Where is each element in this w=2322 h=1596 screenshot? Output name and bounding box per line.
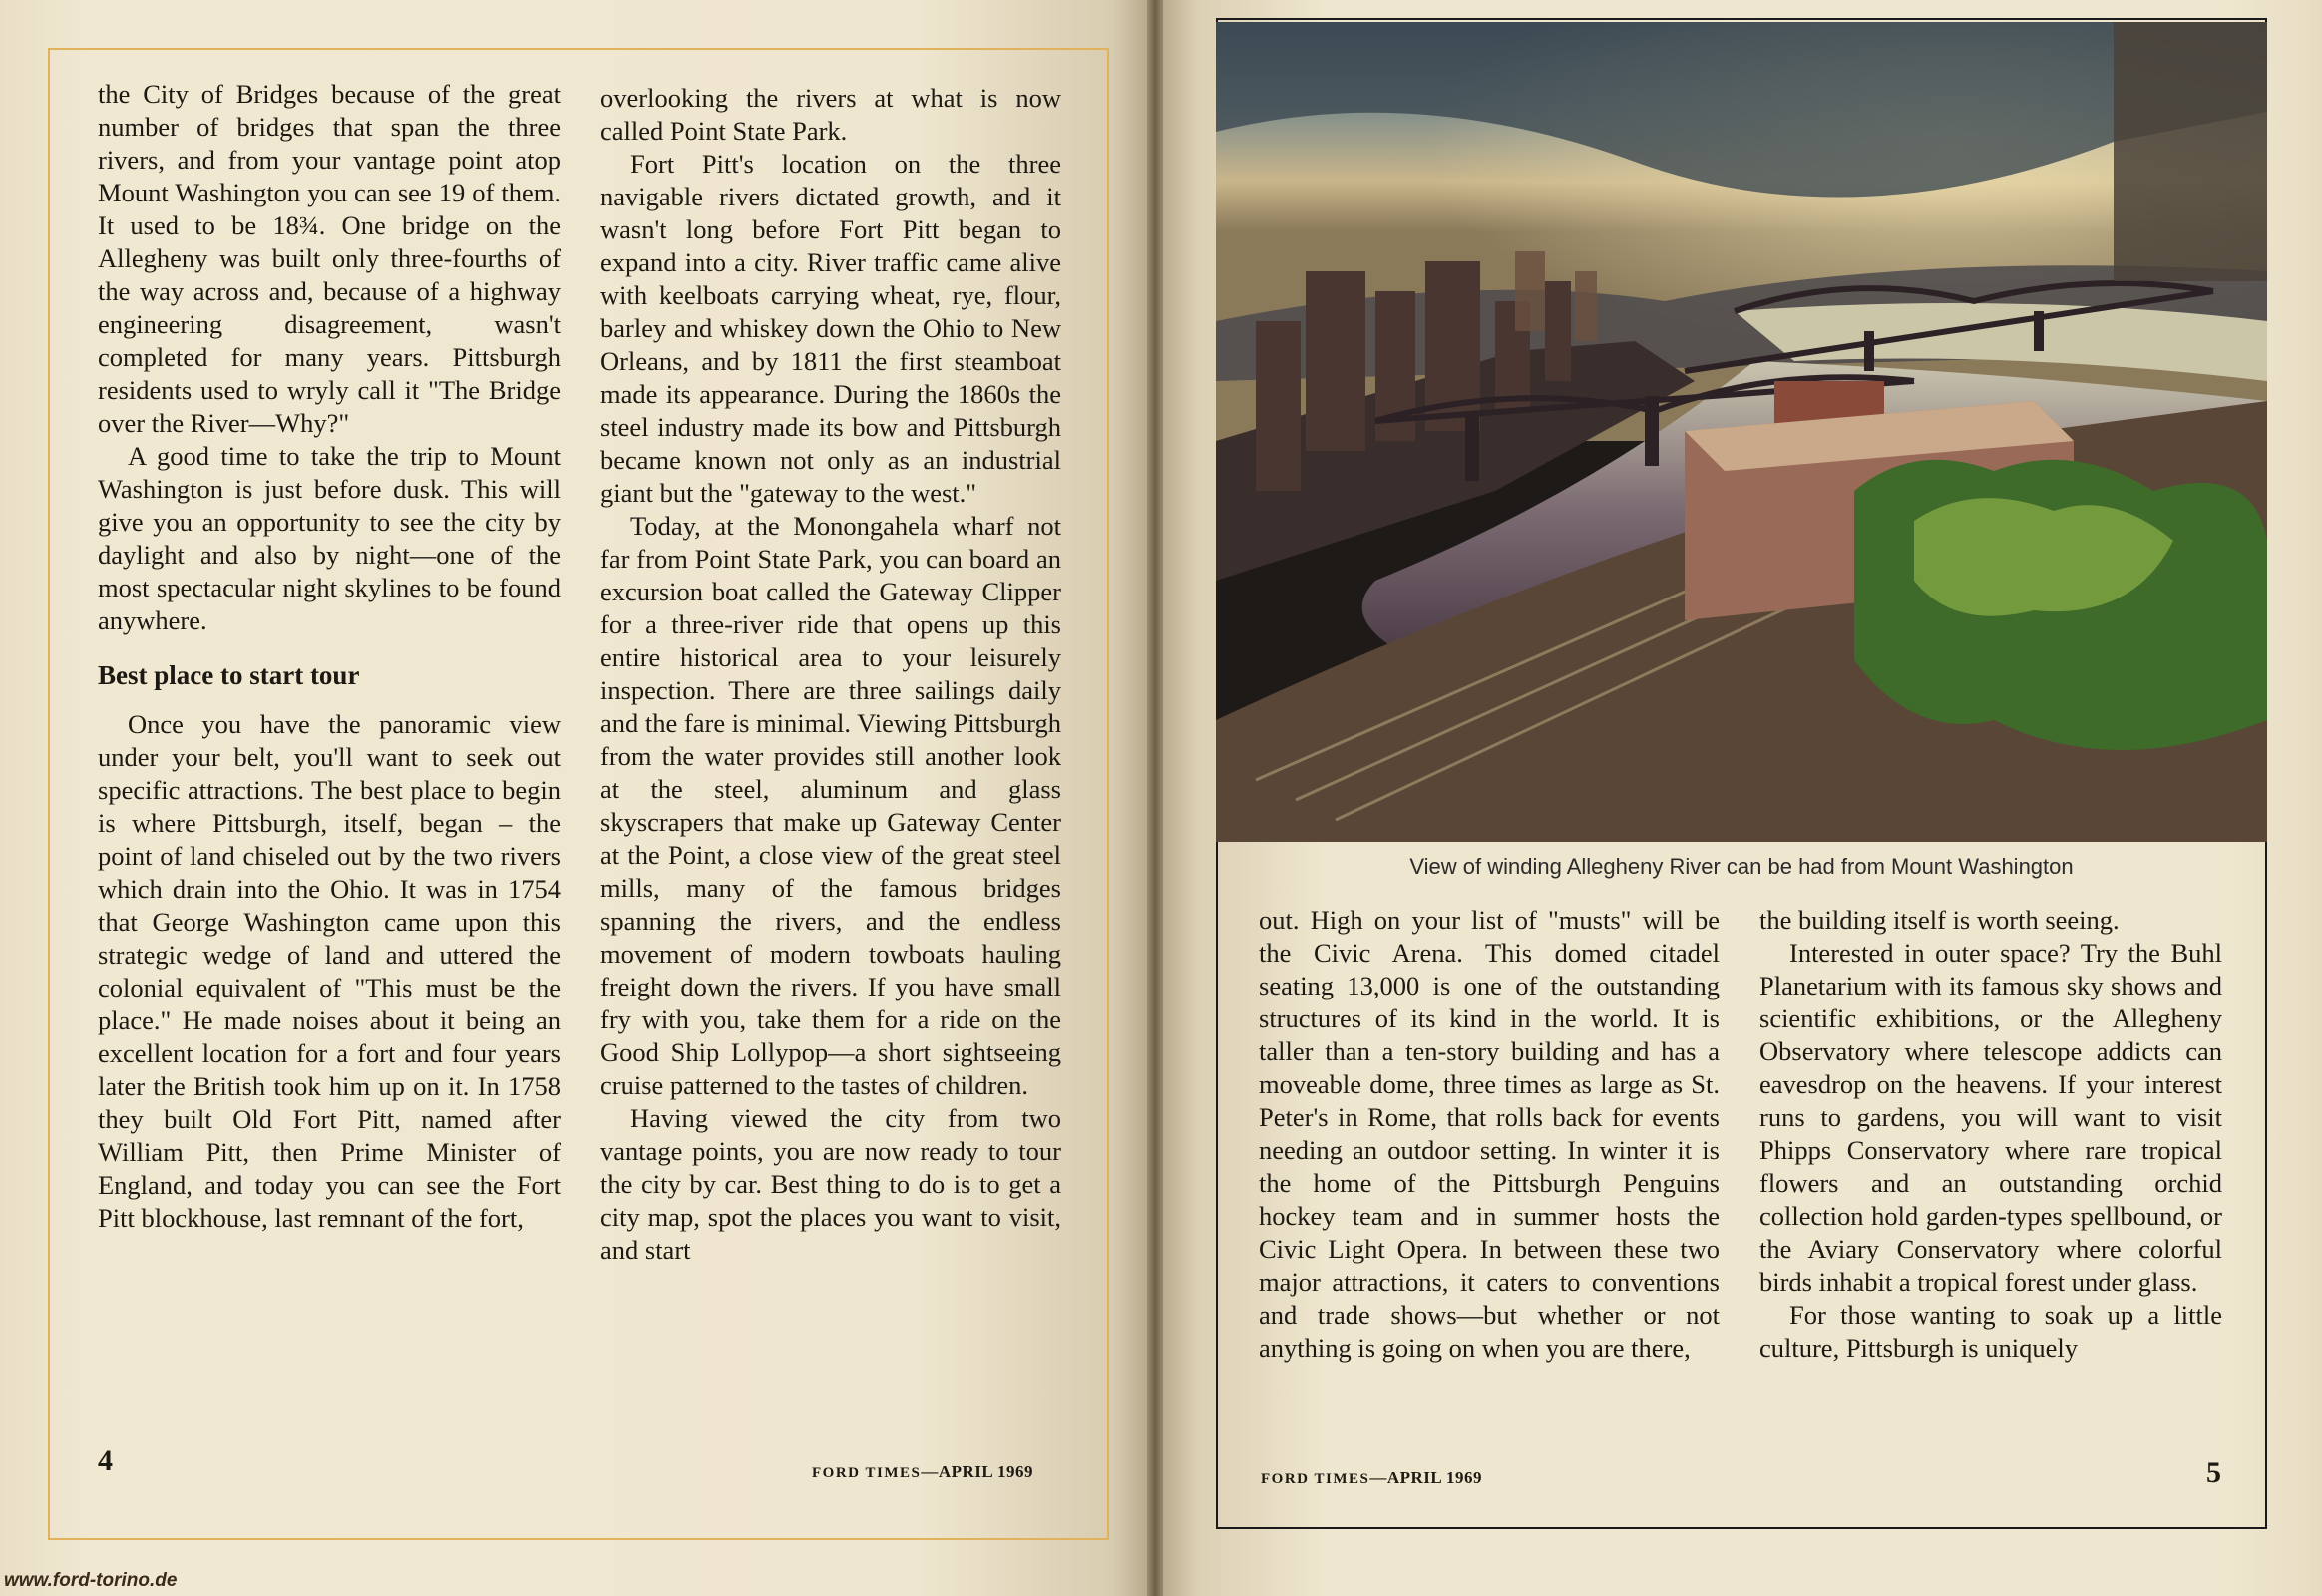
- footer-date: —APRIL 1969: [921, 1462, 1034, 1481]
- book-gutter: [1147, 0, 1163, 1596]
- footer-date: —APRIL 1969: [1369, 1468, 1483, 1487]
- page-footer: [1261, 1468, 1482, 1488]
- watermark: www.ford-torino.de: [4, 1570, 178, 1591]
- paragraph: Interested in outer space? Try the Buhl Planetarium with its famous sky shows and scientific exhibitions, or the Allegheny Observatory where telescope addicts can eavesdrop on the heavens. If your interest runs to gardens, you will want to visit Phipps Conservatory where rare tropical flowers and an outstanding orchid collection hold garden-types spellbound, or the Aviary Conservatory where colorful birds inhabit a tropical forest under glass.: [1759, 938, 2222, 1297]
- paragraph: For those wanting to soak up a little culture, Pittsburgh is uniquely: [1759, 1300, 2222, 1363]
- footer-magazine: FORD TIMES: [812, 1465, 922, 1481]
- river-painting-image: [1216, 22, 2267, 842]
- paragraph: Fort Pitt's location on the three navigable rivers dictated growth, and it wasn't long before Fort Pitt began to expand into a city. River traffic came alive with keelboats carrying wheat, rye, flour, barley and whiskey down the Ohio to New Orleans, and by 1811 the first steamboat made its appearance. During the 1860s the steel industry made its bow and Pittsburgh became known not only as an industrial giant but the "gateway to the west.": [600, 149, 1061, 508]
- page-footer: [812, 1462, 1033, 1482]
- article-column-3: [1259, 904, 1720, 1365]
- paragraph: the building itself is worth seeing.: [1759, 905, 2120, 935]
- page-number: 4: [98, 1444, 113, 1477]
- paragraph: A good time to take the trip to Mount Washington is just before dusk. This will give you an opportunity to see the city by daylight and also by night—one of the most spectacular night skylines to be found anywhere.: [98, 441, 561, 635]
- paragraph: out. High on your list of "musts" will be the Civic Arena. This domed citadel seating 13,000 is one of the outstanding structures of its kind in the world. It is taller than a ten-story building and has a moveable dome, three times as large as St. Peter's in Rome, that rolls back for events needing an outdoor setting. In winter it is the home of the Pittsburgh Penguins hockey team and in summer hosts the Civic Light Opera. In between these two major attractions, it caters to conventions and trade shows—but whether or not anything is going on when you are there,: [1259, 905, 1720, 1363]
- paragraph: Having viewed the city from two vantage points, you are now ready to tour the city by car. Best thing to do is to get a city map, spot the places you want to visit, and start: [600, 1103, 1061, 1265]
- article-column-2: [600, 82, 1061, 1267]
- paragraph: overlooking the rivers at what is now called Point State Park.: [600, 83, 1061, 146]
- paragraph: Today, at the Monongahela wharf not far from Point State Park, you can board an excursion boat called the Gateway Clipper for a three-river ride that opens up this entire historical area to your leisurely inspection. There are three sailings daily and the fare is minimal. Viewing Pittsburgh from the water provides still another look at the steel, aluminum and glass skyscrapers that make up Gateway Center at the Point, a close view of the great steel mills, many of the famous bridges spanning the rivers, and the endless movement of modern towboats hauling freight down the rivers. If you have small fry with you, take them for a ride on the Good Ship Lollypop—a short sightseeing cruise patterned to the tastes of children.: [600, 511, 1061, 1100]
- paragraph: Once you have the panoramic view under your belt, you'll want to seek out specific attractions. The best place to begin is where Pittsburgh, itself, began – the point of land chiseled out by the two rivers which drain into the Ohio. It was in 1754 that George Washington came upon this strategic wedge of land and uttered the colonial equivalent of "This must be the place." He made noises about it being an excellent location for a fort and four years later the British took him up on it. In 1758 they built Old Fort Pitt, named after William Pitt, then Prime Minister of England, and today you can see the Fort Pitt blockhouse, last remnant of the fort,: [98, 709, 561, 1233]
- photo-caption: View of winding Allegheny River can be had from Mount Washington: [1409, 854, 2074, 879]
- section-heading: Best place to start tour: [98, 660, 360, 690]
- footer-magazine: FORD TIMES: [1261, 1471, 1370, 1487]
- article-column-4: [1759, 904, 2222, 1365]
- page-number: 5: [2206, 1456, 2221, 1489]
- article-column-1: [98, 78, 561, 1235]
- paragraph: the City of Bridges because of the great number of bridges that span the three rivers, and from your vantage point atop Mount Washington you can see 19 of them. It used to be 18¾. One bridge on the Allegheny was built only three-fourths of the way across and, because of a highway engineering disagreement, wasn't completed for many years. Pittsburgh residents used to wryly call it "The Bridge over the River—Why?": [98, 79, 561, 438]
